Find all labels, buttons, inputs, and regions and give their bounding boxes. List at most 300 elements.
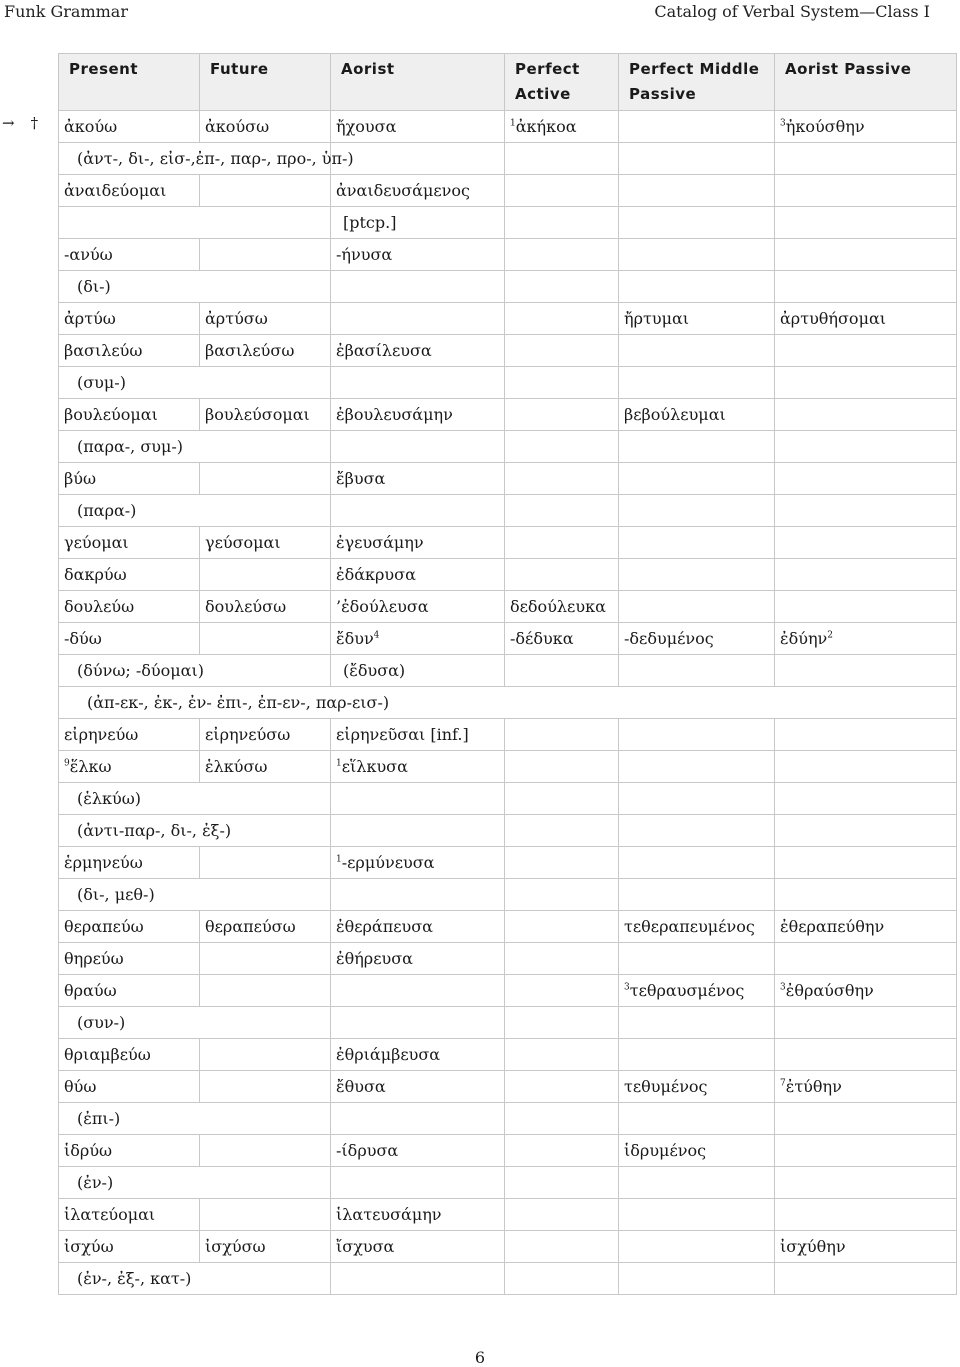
cell-perfect-middle [619,975,775,1007]
empty-cell [775,143,957,175]
cell-perfect-middle [619,527,775,559]
cell-aorist-passive [775,1135,957,1167]
cell-aorist-continued [331,1103,505,1135]
cell-present [59,1039,200,1071]
empty-cell [505,1103,619,1135]
table-row [59,303,957,335]
cell-perfect-active [505,335,619,367]
cell-perfect-active [505,975,619,1007]
cell-future [200,911,331,943]
table-row [59,943,957,975]
cell-aorist-continued [331,431,505,463]
cell-aorist-passive [775,751,957,783]
empty-cell [505,207,619,239]
col-header-aorist-passive: Aorist Passive [775,54,957,111]
cell-perfect-active [505,911,619,943]
verb-form: ἕλκω [69,757,112,776]
verb-form: θεραπεύω [64,917,144,936]
cell-future [200,399,331,431]
cell-aorist-passive [775,175,957,207]
cell-present [59,559,200,591]
col-header-future: Future [200,54,331,111]
compound-prefixes: (δύνω; -δύομαι) [59,655,331,687]
cell-future [200,1039,331,1071]
cell-aorist-passive [775,527,957,559]
empty-cell [619,367,775,399]
compound-prefixes [59,207,331,239]
cell-perfect-active [505,1135,619,1167]
verb-form: ἔθυσα [336,1077,386,1096]
empty-cell [505,655,619,687]
col-header-aorist: Aorist [331,54,505,111]
cell-perfect-active [505,527,619,559]
verb-form: ἀρτυθήσομαι [780,309,887,328]
cell-perfect-active [505,559,619,591]
cell-future [200,719,331,751]
verb-form: ἐδύην [780,629,828,648]
verb-form: ἐγευσάμην [336,533,424,552]
verb-form: -δύω [64,629,102,648]
cell-aorist [331,111,505,143]
page-number: 6 [474,1348,486,1367]
verb-form: ἐβασίλευσα [336,341,432,360]
col-header-perfect-middle-passive: Perfect Middle Passive [619,54,775,111]
cell-present [59,527,200,559]
cell-future [200,751,331,783]
cell-aorist [331,591,505,623]
table-row [59,1167,957,1199]
verb-form: -ανύω [64,245,113,264]
cell-present [59,623,200,655]
cell-aorist [331,1039,505,1071]
empty-cell [505,879,619,911]
table-row [59,335,957,367]
table-row [59,367,957,399]
verb-form: ἰσχύω [64,1237,114,1256]
cell-aorist-passive [775,463,957,495]
footnote-marker: 1 [510,118,516,129]
verb-form: ἀκούω [64,117,118,136]
cell-perfect-middle [619,1199,775,1231]
cell-present [59,111,200,143]
verbal-system-table [58,53,957,1295]
verb-form: βεβούλευμαι [624,405,726,424]
cell-aorist-passive [775,1231,957,1263]
empty-cell [619,1103,775,1135]
verb-form: ἐθριάμβευσα [336,1045,441,1064]
cell-present [59,1199,200,1231]
table-row [59,751,957,783]
col-header-perfect-active: Perfect Active [505,54,619,111]
table-row [59,1135,957,1167]
cell-perfect-active [505,463,619,495]
verb-form: τεθεραπευμένος [624,917,755,936]
verb-form: ἱλατεύομαι [64,1205,156,1224]
table-row [59,559,957,591]
cell-aorist-continued: (ἔδυσα) [331,655,505,687]
empty-cell [775,655,957,687]
cell-aorist-passive [775,719,957,751]
table-row [59,495,957,527]
verb-form: ἔδυν [336,629,374,648]
empty-cell [505,1167,619,1199]
verb-form: -ίδρυσα [336,1141,399,1160]
verb-form: ἴσχυσα [336,1237,395,1256]
empty-cell [619,879,775,911]
empty-cell [619,207,775,239]
verb-form: ἐβουλευσάμην [336,405,453,424]
table-row [59,783,957,815]
cell-perfect-middle [619,1231,775,1263]
compound-prefixes: (ἀντ-, δι-, εἰσ-,ἐπ-, παρ-, προ-, ὑπ-) [59,143,331,175]
cell-perfect-middle [619,175,775,207]
cell-present [59,175,200,207]
verb-form: ἤρτυμαι [624,309,690,328]
footnote-marker: 2 [827,630,833,641]
cell-perfect-active [505,303,619,335]
table-row [59,591,957,623]
table-row [59,399,957,431]
cell-present [59,1135,200,1167]
verb-form: ἀκούσω [205,117,270,136]
verb-form: δεδούλευκα [510,597,606,616]
dagger-icon: † [30,114,39,132]
verb-form: ἀρτύω [64,309,116,328]
cell-aorist-continued [331,783,505,815]
cell-future [200,303,331,335]
running-header-right: Catalog of Verbal System—Class I [654,2,930,21]
table-row [59,911,957,943]
verb-form: θηρεύω [64,949,124,968]
verb-form: βασιλεύω [64,341,143,360]
verb-form: βασιλεύσω [205,341,295,360]
table-row [59,687,957,719]
cell-perfect-middle [619,847,775,879]
cell-aorist [331,975,505,1007]
cell-perfect-middle [619,463,775,495]
cell-aorist-passive [775,559,957,591]
cell-perfect-middle [619,303,775,335]
verb-form: ἰσχύσω [205,1237,266,1256]
cell-perfect-active [505,111,619,143]
table-row [59,239,957,271]
verb-form: θριαμβεύω [64,1045,151,1064]
cell-aorist-continued [331,495,505,527]
empty-cell [619,143,775,175]
verb-form: ἀρτύσω [205,309,268,328]
cell-present [59,1231,200,1263]
cell-aorist-passive [775,1071,957,1103]
cell-perfect-active [505,719,619,751]
compound-prefixes: (ἑλκύω) [59,783,331,815]
cell-future [200,463,331,495]
verb-form: γεύσομαι [205,533,281,552]
table-row [59,1103,957,1135]
empty-cell [505,495,619,527]
empty-cell [775,879,957,911]
verb-form: εἰρηνεύσω [205,725,291,744]
empty-cell [775,495,957,527]
cell-aorist-passive [775,399,957,431]
footnote-marker: 1 [336,758,342,769]
cell-perfect-middle [619,911,775,943]
table-row [59,1071,957,1103]
cell-perfect-middle [619,623,775,655]
compound-prefixes: (συν-) [59,1007,331,1039]
compound-prefixes: (παρα-) [59,495,331,527]
cell-perfect-active [505,847,619,879]
verb-form: ἑλκύσω [205,757,268,776]
verb-form: ἐθεράπευσα [336,917,433,936]
cell-aorist-passive [775,335,957,367]
cell-aorist [331,335,505,367]
compound-prefixes: (δι-) [59,271,331,303]
verb-form: -δέδυκα [510,629,574,648]
cell-perfect-middle [619,239,775,271]
running-header-left: Funk Grammar [4,2,128,21]
cell-aorist [331,1071,505,1103]
verb-form: -ερμύνευσα [341,853,435,872]
footnote-marker: 3 [780,118,786,129]
verb-form: εἰρηνεῦσαι [inf.] [336,725,469,744]
cell-aorist-passive [775,975,957,1007]
cell-present [59,719,200,751]
empty-cell [775,271,957,303]
cell-perfect-middle [619,751,775,783]
cell-perfect-active [505,1071,619,1103]
cell-present [59,335,200,367]
empty-cell [619,1263,775,1295]
cell-future [200,1071,331,1103]
cell-aorist [331,911,505,943]
cell-perfect-active [505,1199,619,1231]
verb-form: εἰρηνεύω [64,725,139,744]
cell-perfect-middle [619,591,775,623]
table-row [59,1007,957,1039]
empty-cell [619,495,775,527]
cell-future [200,335,331,367]
cell-perfect-middle [619,719,775,751]
arrow-icon: → [2,114,15,132]
cell-present [59,399,200,431]
verb-form: ἤχουσα [336,117,397,136]
verb-form: ἀναιδευσάμενος [336,181,470,200]
cell-aorist [331,303,505,335]
verb-form: θραύω [64,981,117,1000]
cell-future [200,591,331,623]
cell-aorist [331,1199,505,1231]
table-row [59,975,957,1007]
cell-aorist [331,943,505,975]
empty-cell [505,143,619,175]
cell-future [200,1231,331,1263]
table-row [59,1039,957,1071]
verb-form: εἵλκυσα [341,757,408,776]
cell-aorist [331,559,505,591]
empty-cell [775,1007,957,1039]
table-row [59,655,957,687]
verb-form: ’ἐδούλευσα [336,597,429,616]
verb-form: δουλεύσω [205,597,287,616]
verb-form: -ήνυσα [336,245,393,264]
empty-cell [505,271,619,303]
compound-prefixes: (ἀπ-εκ-, ἐκ-, ἐν- ἐπι-, ἐπ-εν-, παρ-εισ-) [59,687,957,719]
verb-form: ἠκούσθην [785,117,865,136]
verb-form: γεύομαι [64,533,129,552]
cell-aorist-continued [331,143,505,175]
verb-form: τεθραυσμένος [629,981,745,1000]
cell-future [200,111,331,143]
footnote-marker: 7 [780,1078,786,1089]
empty-cell [775,431,957,463]
empty-cell [775,815,957,847]
verb-form: ἱδρυμένος [624,1141,707,1160]
verb-form: ἐθήρευσα [336,949,413,968]
cell-future [200,1199,331,1231]
cell-perfect-middle [619,399,775,431]
cell-perfect-middle [619,1135,775,1167]
cell-perfect-middle [619,1039,775,1071]
table-body [59,111,957,1295]
cell-aorist-passive [775,1039,957,1071]
cell-perfect-middle [619,1071,775,1103]
cell-present [59,911,200,943]
empty-cell [619,815,775,847]
cell-aorist-continued: [ptcp.] [331,207,505,239]
empty-cell [505,1007,619,1039]
empty-cell [505,783,619,815]
footnote-marker: 9 [64,758,70,769]
compound-prefixes: (συμ-) [59,367,331,399]
cell-perfect-active [505,751,619,783]
cell-aorist [331,1231,505,1263]
cell-perfect-active [505,591,619,623]
verb-form: ἐδάκρυσα [336,565,416,584]
cell-perfect-active [505,943,619,975]
empty-cell [619,783,775,815]
empty-cell [505,367,619,399]
table-row [59,143,957,175]
cell-aorist-continued [331,1007,505,1039]
cell-aorist [331,527,505,559]
compound-prefixes: (δι-, μεθ-) [59,879,331,911]
cell-future [200,623,331,655]
empty-cell [619,655,775,687]
cell-present [59,463,200,495]
verb-form: ἐθεραπεύθην [780,917,885,936]
verb-form: θύω [64,1077,97,1096]
empty-cell [619,1007,775,1039]
compound-prefixes: (ἀντι-παρ-, δι-, ἐξ-) [59,815,331,847]
table-row [59,207,957,239]
cell-aorist [331,719,505,751]
verb-form: ἑρμηνεύω [64,853,143,872]
table-header-row [59,54,957,111]
empty-cell [619,431,775,463]
cell-aorist [331,623,505,655]
cell-perfect-active [505,175,619,207]
empty-cell [505,815,619,847]
cell-aorist-passive [775,623,957,655]
cell-aorist [331,1135,505,1167]
table-row [59,175,957,207]
col-header-present: Present [59,54,200,111]
cell-future [200,239,331,271]
verb-form: βουλεύσομαι [205,405,310,424]
table-row [59,271,957,303]
cell-aorist [331,751,505,783]
compound-prefixes: (παρα-, συμ-) [59,431,331,463]
cell-future [200,975,331,1007]
footnote-marker: 4 [373,630,380,641]
table-row [59,1231,957,1263]
verb-form: ἐτύθην [785,1077,842,1096]
verb-form: ἀναιδεύομαι [64,181,167,200]
verb-form: δακρύω [64,565,127,584]
compound-prefixes: (ἐν-, ἐξ-, κατ-) [59,1263,331,1295]
cell-future [200,527,331,559]
verb-form: δουλεύω [64,597,135,616]
cell-aorist-passive [775,911,957,943]
table-row [59,815,957,847]
verb-form: ἱδρύω [64,1141,113,1160]
footnote-marker: 3 [624,982,630,993]
verb-form: ἐθραύσθην [785,981,874,1000]
empty-cell [619,1167,775,1199]
verb-form: βουλεύομαι [64,405,158,424]
cell-present [59,591,200,623]
cell-perfect-middle [619,335,775,367]
cell-perfect-active [505,623,619,655]
empty-cell [619,271,775,303]
cell-aorist-passive [775,1199,957,1231]
cell-aorist-continued [331,1167,505,1199]
cell-present [59,239,200,271]
cell-aorist [331,399,505,431]
table-row [59,463,957,495]
row-markers [2,114,38,132]
cell-aorist-passive [775,303,957,335]
cell-aorist-passive [775,591,957,623]
cell-aorist-continued [331,367,505,399]
cell-perfect-middle [619,559,775,591]
table-row [59,623,957,655]
cell-future [200,1135,331,1167]
verb-form: ἀκήκοα [515,117,577,136]
cell-perfect-middle [619,943,775,975]
table-row [59,111,957,143]
cell-aorist-passive [775,111,957,143]
verb-form: θεραπεύσω [205,917,296,936]
cell-perfect-active [505,1039,619,1071]
compound-prefixes: (ἐν-) [59,1167,331,1199]
verb-form: ἔβυσα [336,469,386,488]
cell-present [59,943,200,975]
verb-form: ἰσχύθην [780,1237,846,1256]
cell-future [200,175,331,207]
empty-cell [505,431,619,463]
table-row [59,527,957,559]
table-row [59,431,957,463]
verb-form: -δεδυμένος [624,629,714,648]
empty-cell [775,783,957,815]
empty-cell [775,207,957,239]
cell-perfect-active [505,239,619,271]
cell-future [200,847,331,879]
cell-present [59,751,200,783]
cell-aorist [331,239,505,271]
cell-aorist-passive [775,239,957,271]
